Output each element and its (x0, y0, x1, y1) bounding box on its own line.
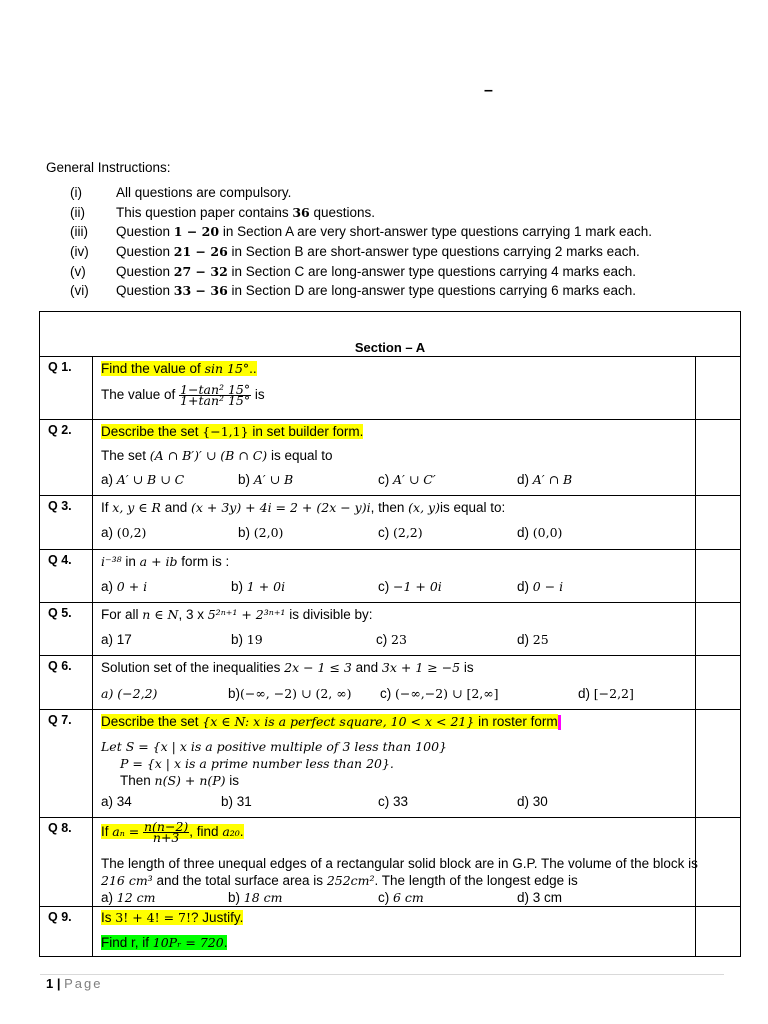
question-label: Q 9. (48, 910, 72, 924)
question-row-2 (40, 419, 740, 495)
instruction-text: Question 21 − 26 in Section B are short-answer type questions carrying 2 marks each. (116, 244, 640, 259)
instructions-title: General Instructions: (46, 160, 171, 175)
option-a: a) 12 cm (101, 890, 156, 905)
option-d: d) 25 (517, 632, 549, 647)
option-c: c) (−∞,−2) ∪ [2,∞] (380, 686, 499, 701)
instruction-text: Question 1 − 20 in Section A are very short-answer type questions carrying 1 mark each. (116, 224, 653, 239)
question-line: i⁻³⁸ in a + ib form is : (101, 554, 230, 569)
instruction-text: This question paper contains 36 questions. (116, 205, 376, 220)
option-b: b) (2,0) (238, 525, 284, 540)
option-a: a) (−2,2) (101, 686, 158, 701)
fraction: $\frac{n(n-2)}{n+3}$ (144, 819, 189, 845)
page-footer (46, 976, 102, 991)
question-line: Find r, if 10Pᵣ = 720. (101, 935, 228, 950)
option-c: c) −1 + 0i (378, 579, 442, 594)
instruction-number: (ii) (70, 205, 85, 220)
instruction-item (0, 283, 740, 303)
option-d: d) [−2,2] (578, 686, 634, 701)
question-line: The length of three unequal edges of a rectangular solid block are in G.P. The volume of the block is (101, 856, 698, 871)
fraction: $\frac{\text{1−tan² 15°}}{\text{1+tan² 15°}}$ (180, 382, 251, 408)
section-title: Section – A (354, 340, 426, 355)
header-dash: – (484, 82, 493, 99)
question-line: If aₙ = $\frac{n(n-2)}{n+3}$ , find a₂₀. (101, 819, 244, 845)
instruction-number: (iii) (70, 224, 88, 239)
question-table (39, 311, 741, 957)
option-d: d) 0 − i (517, 579, 564, 594)
question-line: The value of $\frac{\text{1−tan² 15°}}{\text{1+tan² 15°}}$ is (101, 382, 265, 408)
option-c: c) (2,2) (378, 525, 423, 540)
question-label: Q 8. (48, 821, 72, 835)
question-row-3 (40, 495, 740, 549)
option-c: c) A′ ∪ C′ (378, 472, 436, 487)
option-b: b)(−∞, −2) ∪ (2, ∞) (228, 686, 352, 701)
option-a: a) (0,2) (101, 525, 147, 540)
instruction-item (0, 185, 740, 205)
question-row-6 (40, 655, 740, 709)
question-label: Q 4. (48, 553, 72, 567)
question-line: If x, y ∈ R and (x + 3y) + 4i = 2 + (2x − y)i, then (x, y)is equal to: (101, 500, 506, 515)
question-row-9 (40, 906, 740, 957)
footer-divider (40, 974, 724, 975)
option-c: c) 23 (376, 632, 407, 647)
option-d: d) 30 (517, 794, 548, 809)
option-a: a) 17 (101, 632, 132, 647)
instruction-text: Question 33 − 36 in Section D are long-answer type questions carrying 6 marks each. (116, 283, 636, 298)
option-d: d) (0,0) (517, 525, 563, 540)
option-d: d) A′ ∩ B (517, 472, 573, 487)
instruction-item (0, 224, 740, 244)
question-line: Then n(S) + n(P) is (120, 773, 240, 788)
question-label: Q 7. (48, 713, 72, 727)
question-line: For all n ∈ N, 3 x 5²ⁿ⁺¹ + 2³ⁿ⁺¹ is divisible by: (101, 607, 373, 622)
option-b: b) 18 cm (228, 890, 283, 905)
instruction-number: (v) (70, 264, 86, 279)
question-row-5 (40, 602, 740, 655)
instruction-item (0, 205, 740, 225)
question-line: Find the value of sin 15°.. (101, 361, 257, 376)
option-d: d) 3 cm (517, 890, 563, 905)
set-p-definition: P = {x | x is a prime number less than 20}. (120, 756, 394, 771)
question-line: Is 3! + 4! = 7!? Justify. (101, 910, 244, 925)
question-row-1 (40, 356, 740, 419)
option-b: b) 31 (221, 794, 252, 809)
instruction-text: All questions are compulsory. (116, 185, 292, 200)
question-label: Q 5. (48, 606, 72, 620)
page-number: 1 | (46, 976, 65, 991)
instruction-item (0, 244, 740, 264)
question-label: Q 1. (48, 360, 72, 374)
question-row-4 (40, 549, 740, 602)
question-line: 216 cm³ and the total surface area is 252cm². The length of the longest edge is (101, 873, 578, 888)
option-a: a) 0 + i (101, 579, 148, 594)
question-label: Q 3. (48, 499, 72, 513)
option-a: a) A′ ∪ B ∪ C (101, 472, 185, 487)
option-b: b) 1 + 0i (231, 579, 286, 594)
instruction-text: Question 27 − 32 in Section C are long-answer type questions carrying 4 marks each. (116, 264, 636, 279)
instruction-number: (vi) (70, 283, 89, 298)
question-label: Q 2. (48, 423, 72, 437)
option-a: a) 34 (101, 794, 132, 809)
question-row-7 (40, 709, 740, 817)
page-word: Page (64, 976, 103, 991)
instruction-number: (iv) (70, 244, 89, 259)
set-s-definition: Let S = {x | x is a positive multiple of 3 less than 100} (101, 739, 447, 754)
question-label: Q 6. (48, 659, 72, 673)
option-c: c) 6 cm (378, 890, 424, 905)
option-b: b) 19 (231, 632, 263, 647)
instruction-item (0, 264, 740, 284)
question-line: Solution set of the inequalities 2x − 1 ≤ 3 and 3x + 1 ≥ −5 is (101, 660, 474, 675)
question-line: Describe the set {−1,1} in set builder form. (101, 424, 364, 439)
question-line: The set (A ∩ B′)′ ∪ (B ∩ C) is equal to (101, 448, 333, 463)
text-cursor (558, 715, 561, 730)
option-c: c) 33 (378, 794, 409, 809)
question-line: Describe the set {x ∈ N: x is a perfect square, 10 < x < 21} in roster form (101, 714, 561, 730)
instruction-number: (i) (70, 185, 82, 200)
question-row-8 (40, 817, 740, 906)
option-b: b) A′ ∪ B (238, 472, 294, 487)
